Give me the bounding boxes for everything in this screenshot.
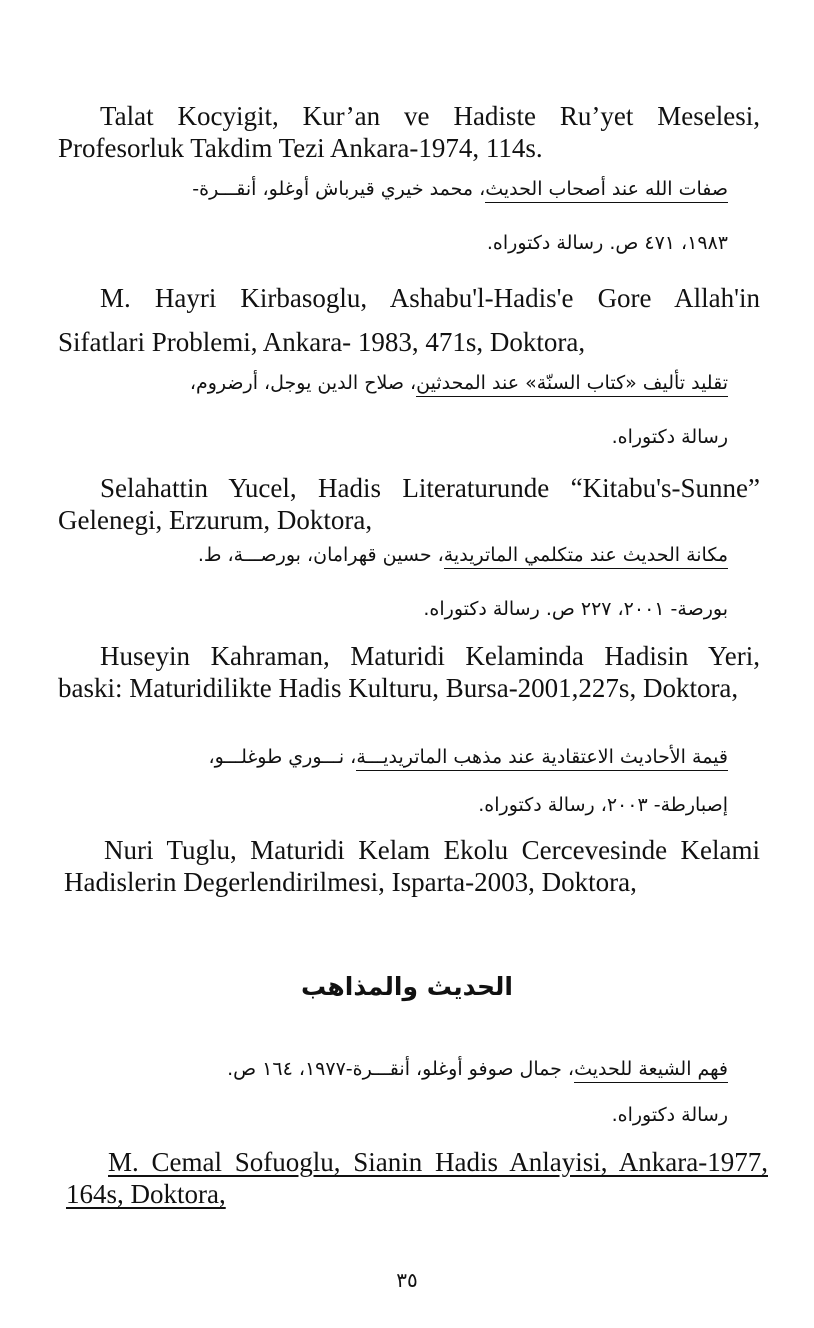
arabic-details: ، جمال صوفو أوغلو، أنقـــرة-١٩٧٧، ١٦٤ ص. <box>227 1058 575 1080</box>
arabic-details: ، حسين قهرامان، بورصـــة، ط. <box>197 544 444 566</box>
arabic-continuation: ١٩٨٣، ٤٧١ ص. رسالة دكتوراه. <box>486 232 728 254</box>
arabic-continuation: رسالة دكتوراه. <box>611 1104 728 1126</box>
bibliography-entry-latin: Talat Kocyigit, Kur’an ve Hadiste Ru’yet Meselesi, Profesorluk Takdim Tezi Ankara-1974, 114s. <box>58 101 760 163</box>
arabic-title: تقليد تأليف «كتاب السنّة» عند المحدثين <box>416 372 728 397</box>
arabic-details: ، صلاح الدين يوجل، أرضروم، <box>189 372 417 394</box>
section-heading: الحديث والمذاهب <box>300 972 514 1001</box>
arabic-title: مكانة الحديث عند متكلمي الماتريدية <box>444 544 728 569</box>
bibliography-entry-latin: Selahattin Yucel, Hadis Literaturunde “Kitabu's-Sunne” Gelenegi, Erzurum, Doktora, <box>58 473 760 535</box>
arabic-continuation: رسالة دكتوراه. <box>611 426 728 448</box>
arabic-title: قيمة الأحاديث الاعتقادية عند مذهب الماتريديـــة <box>356 746 728 771</box>
bibliography-entry-latin: Nuri Tuglu, Maturidi Kelam Ekolu Cercevesinde Kelami Hadislerin Degerlendirilmesi, Isparta-2003, Doktora, <box>64 835 760 897</box>
bibliography-entry-arabic <box>58 366 728 400</box>
bibliography-entry-latin: M. Cemal Sofuoglu, Sianin Hadis Anlayisi, Ankara-1977, 164s, Doktora, <box>66 1147 768 1209</box>
bibliography-entry-arabic <box>58 172 728 206</box>
bibliography-entry-arabic <box>58 1052 728 1086</box>
arabic-details: ، نـــوري طوغلـــو، <box>208 746 357 768</box>
arabic-continuation: بورصة- ٢٠٠١، ٢٢٧ ص. رسالة دكتوراه. <box>423 598 728 620</box>
arabic-title: فهم الشيعة للحديث <box>574 1058 728 1083</box>
arabic-title: صفات الله عند أصحاب الحديث <box>485 178 728 203</box>
page-number: ٣٥ <box>396 1268 418 1292</box>
bibliography-entry-arabic <box>58 740 728 774</box>
bibliography-entry-latin: M. Hayri Kirbasoglu, Ashabu'l-Hadis'e Gore Allah'in Sifatlari Problemi, Ankara- 1983, 471s, Doktora, <box>58 283 760 357</box>
arabic-details: ، محمد خيري قيرباش أوغلو، أنقـــرة- <box>192 178 486 200</box>
arabic-continuation: إصبارطة- ٢٠٠٣، رسالة دكتوراه. <box>478 794 728 816</box>
bibliography-entry-arabic <box>58 538 728 572</box>
bibliography-entry-latin: Huseyin Kahraman, Maturidi Kelaminda Hadisin Yeri, baski: Maturidilikte Hadis Kulturu, Bursa-2001,227s, Doktora, <box>58 641 760 703</box>
